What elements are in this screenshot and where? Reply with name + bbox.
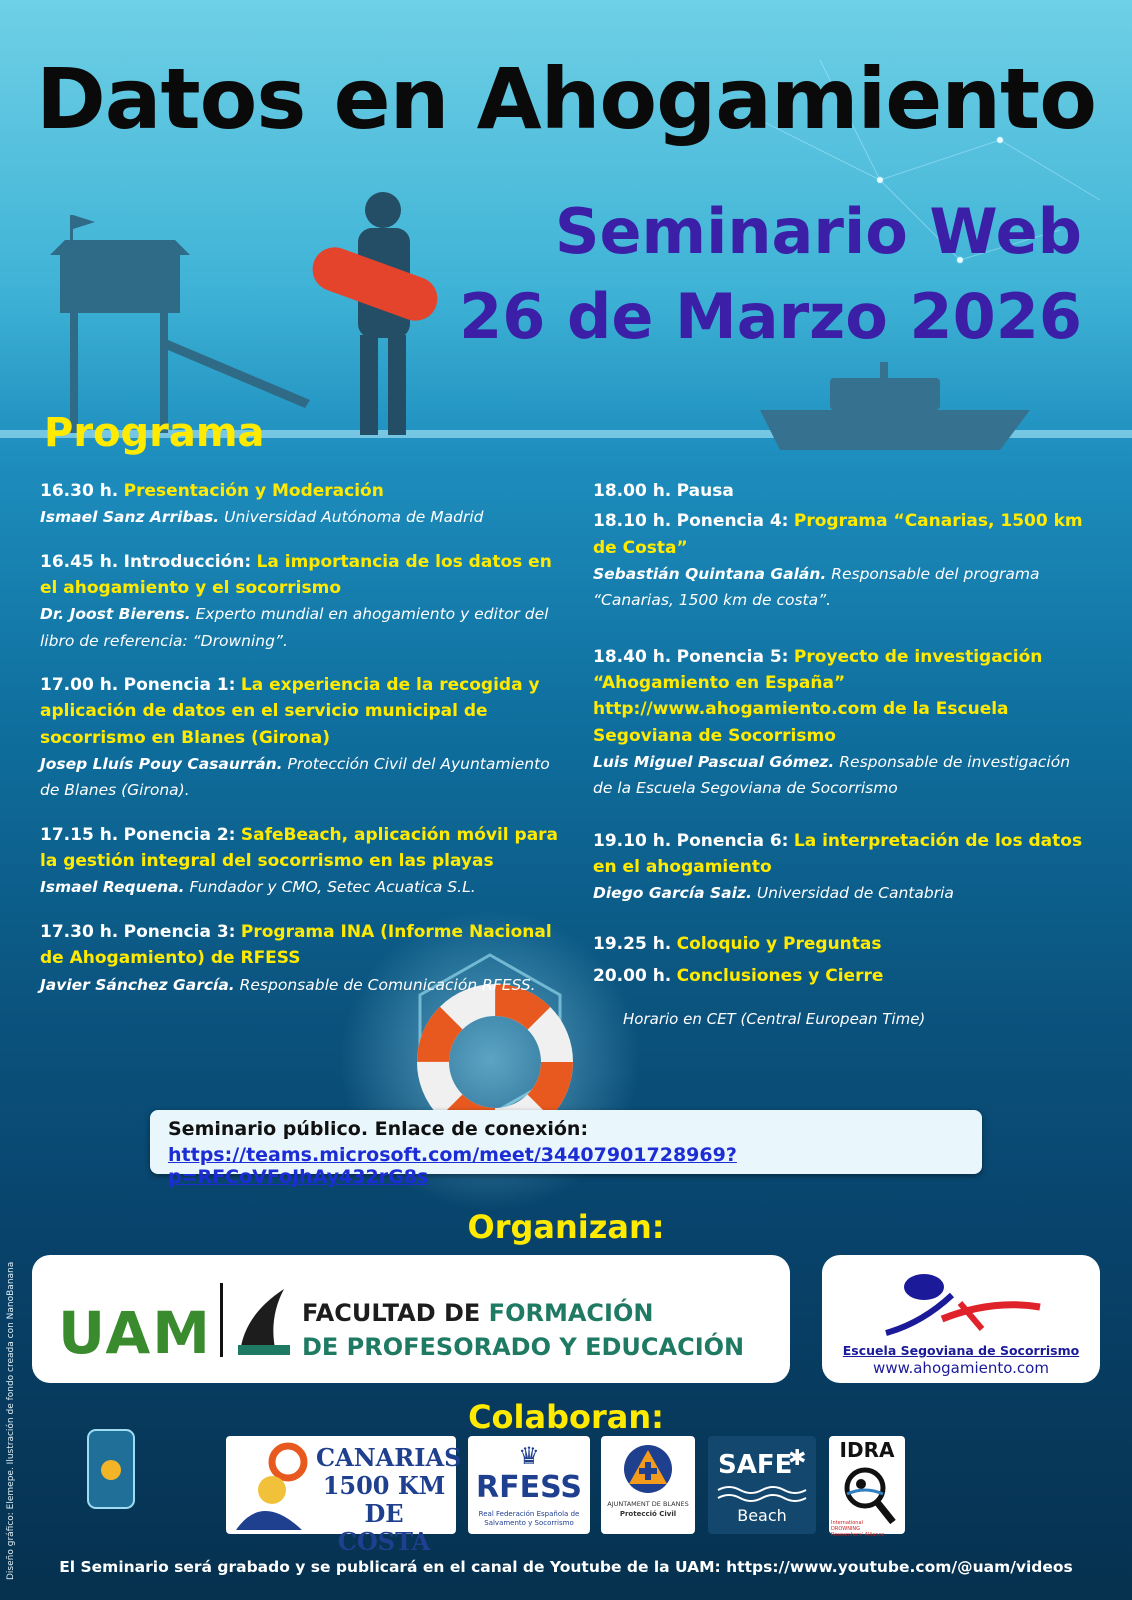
crown-icon: ♛	[518, 1442, 540, 1470]
canarias-line3: DE COSTA	[337, 1499, 431, 1556]
session-title: SafeBeach, aplicación móvil para la gestión integral del socorrismo en las playas	[40, 824, 559, 872]
escuela-url[interactable]: www.ahogamiento.com	[873, 1359, 1049, 1377]
pause-label: Pausa	[676, 481, 734, 501]
canarias-lifeguard-icon	[232, 1442, 316, 1530]
session-prefix: Ponencia 2:	[123, 824, 236, 845]
organizer-escuela-logo-box	[822, 1255, 1100, 1383]
session-item	[593, 828, 1093, 907]
idra-logo	[829, 1436, 905, 1538]
session-time: 18.00 h.	[593, 481, 672, 501]
speaker-role: Fundador y CMO, Setec Acuatica S.L.	[189, 878, 476, 897]
session-title: Presentación y Moderación	[123, 481, 384, 501]
program-left-column	[40, 478, 560, 1016]
blanes-subtitle: AJUNTAMENT DE BLANES	[607, 1500, 689, 1508]
session-title: Conclusiones y Cierre	[676, 966, 884, 987]
session-title: La interpretación de los datos en el ahogamiento	[593, 830, 1083, 878]
blanes-subtitle2: Protecció Civil	[619, 1510, 677, 1518]
session-title: La experiencia de la recogida y aplicación de datos en el servicio municipal de socorrismo en Blanes (Girona)	[40, 675, 540, 748]
lifeguard-silhouette	[306, 192, 443, 435]
session-title: Proyecto de investigación “Ahogamiento en España” http://www.ahogamiento.com de la Escuela Segoviana de Socorrismo	[593, 646, 1043, 746]
logo-divider	[220, 1283, 223, 1357]
session-prefix: Introducción:	[123, 551, 252, 572]
wave-icon	[718, 1484, 808, 1504]
escuela-swimmer-logo	[882, 1267, 1042, 1339]
session-title: Coloquio y Preguntas	[676, 933, 882, 954]
coloquio-item	[593, 931, 1093, 957]
rfess-logo	[468, 1436, 590, 1534]
speaker-role: Responsable de investigación de la Escuela Segoviana de Socorrismo	[593, 753, 1071, 798]
session-title: La importancia de los datos en el ahogamiento y el socorrismo	[40, 551, 552, 599]
seminar-subtitle: Seminario Web	[554, 195, 1082, 268]
session-item	[40, 919, 560, 998]
canarias-line2: 1500 KM	[322, 1471, 446, 1500]
formacion-text: FORMACIÓN	[488, 1299, 654, 1327]
session-item	[40, 672, 560, 804]
session-item	[40, 478, 560, 531]
session-item	[593, 644, 1093, 802]
canarias-logo	[226, 1436, 462, 1556]
poster-title: Datos en Ahogamiento	[36, 50, 1096, 148]
session-time: 17.15 h.	[40, 824, 119, 845]
safebeach-logo	[708, 1436, 816, 1534]
session-item	[593, 508, 1093, 613]
star-of-life-icon: ✱	[788, 1446, 807, 1471]
speaker-role: Protección Civil del Ayuntamiento de Blanes (Girona).	[40, 755, 550, 800]
rfess-wordmark: RFESS	[476, 1470, 582, 1505]
canarias-line1: CANARIAS	[316, 1443, 462, 1472]
design-credit: Diseño gráfico: Elemepe. Ilustración de fondo creada con NanoBanana	[6, 1261, 16, 1580]
session-time: 16.45 h.	[40, 551, 119, 572]
session-prefix: Ponencia 4:	[676, 511, 789, 532]
session-time: 17.00 h.	[40, 675, 119, 696]
speaker-role: Experto mundial en ahogamiento y editor del libro de referencia: “Drowning”.	[40, 605, 549, 650]
speaker-role: Universidad de Cantabria	[756, 884, 954, 903]
session-time: 17.30 h.	[40, 921, 119, 942]
session-prefix: Ponencia 1:	[123, 675, 236, 696]
session-time: 19.10 h.	[593, 830, 672, 851]
civil-protection-emblem-icon	[623, 1444, 673, 1494]
blanes-proteccio-civil-logo	[601, 1436, 695, 1534]
idra-subtitle: International DROWNING Researchers' Alliance	[831, 1520, 885, 1538]
connection-link-box	[150, 1110, 982, 1188]
session-prefix: Ponencia 6:	[676, 830, 789, 851]
speaker-role: Responsable del programa “Canarias, 1500 km de costa”.	[593, 565, 1040, 610]
facultad-line1	[302, 1299, 653, 1327]
session-title: Programa INA (Informe Nacional de Ahogamiento) de RFESS	[40, 921, 552, 969]
session-time: 18.40 h.	[593, 646, 672, 667]
session-title: Programa “Canarias, 1500 km de Costa”	[593, 511, 1083, 558]
seminar-date: 26 de Marzo 2026	[459, 280, 1082, 353]
lifeguard-tower-silhouette	[50, 215, 310, 433]
timezone-note: Horario en CET (Central European Time)	[623, 1009, 926, 1028]
session-time: 20.00 h.	[593, 966, 672, 987]
footer-recording-note: El Seminario será grabado y se publicará en el canal de Youtube de la UAM: https://www.youtube.com/@uam/videos	[59, 1558, 1073, 1576]
organizer-uam-logo-box	[32, 1255, 790, 1383]
idra-wordmark: IDRA	[839, 1438, 895, 1462]
session-time: 18.10 h.	[593, 511, 672, 532]
colaboran-heading: Colaboran:	[468, 1398, 664, 1436]
connection-label: Seminario público. Enlace de conexión:	[168, 1118, 589, 1140]
speaker-role: Universidad Autónoma de Madrid	[224, 508, 484, 527]
session-time: 16.30 h.	[40, 481, 119, 501]
session-item	[40, 822, 560, 901]
program-right-column	[593, 478, 1093, 1031]
phone-checkmark-icon	[88, 1430, 134, 1508]
boat-silhouette	[760, 362, 1030, 450]
speaker-name: Dr. Joost Bierens.	[40, 605, 191, 624]
escuela-name: Escuela Segoviana de Socorrismo	[842, 1343, 1080, 1358]
speaker-name: Sebastián Quintana Galán.	[593, 565, 827, 584]
teams-meeting-link[interactable]: https://teams.microsoft.com/meet/34407901728969?p=RFCoVFoJhAy432rG8s	[168, 1144, 737, 1188]
programa-heading: Programa	[44, 410, 265, 456]
speaker-role: Responsable de Comunicación RFESS.	[239, 975, 536, 994]
session-time: 19.25 h.	[593, 933, 672, 954]
speaker-name: Ismael Requena.	[40, 878, 185, 897]
facultad-line2: DE PROFESORADO Y EDUCACIÓN	[302, 1333, 745, 1361]
cierre-item	[593, 963, 1093, 989]
speaker-name: Diego García Saiz.	[593, 884, 752, 903]
shark-fin-icon	[234, 1285, 294, 1357]
beach-wordmark: Beach	[737, 1506, 787, 1525]
session-item	[40, 549, 560, 654]
session-prefix: Ponencia 5:	[676, 646, 789, 667]
session-prefix: Ponencia 3:	[123, 921, 236, 942]
speaker-name: Ismael Sanz Arribas.	[40, 508, 220, 527]
speaker-name: Luis Miguel Pascual Gómez.	[593, 753, 835, 772]
speaker-name: Javier Sánchez García.	[40, 975, 235, 994]
organizan-heading: Organizan:	[467, 1208, 665, 1246]
rfess-subtitle: Real Federación Española de Salvamento y Socorrismo	[478, 1510, 580, 1527]
speaker-name: Josep Lluís Pouy Casaurrán.	[40, 755, 283, 774]
safe-wordmark: SAFE	[718, 1450, 793, 1480]
pause-item	[593, 478, 1093, 504]
uam-logo: UAM	[58, 1299, 212, 1367]
facultad-text: FACULTAD DE	[302, 1299, 489, 1327]
